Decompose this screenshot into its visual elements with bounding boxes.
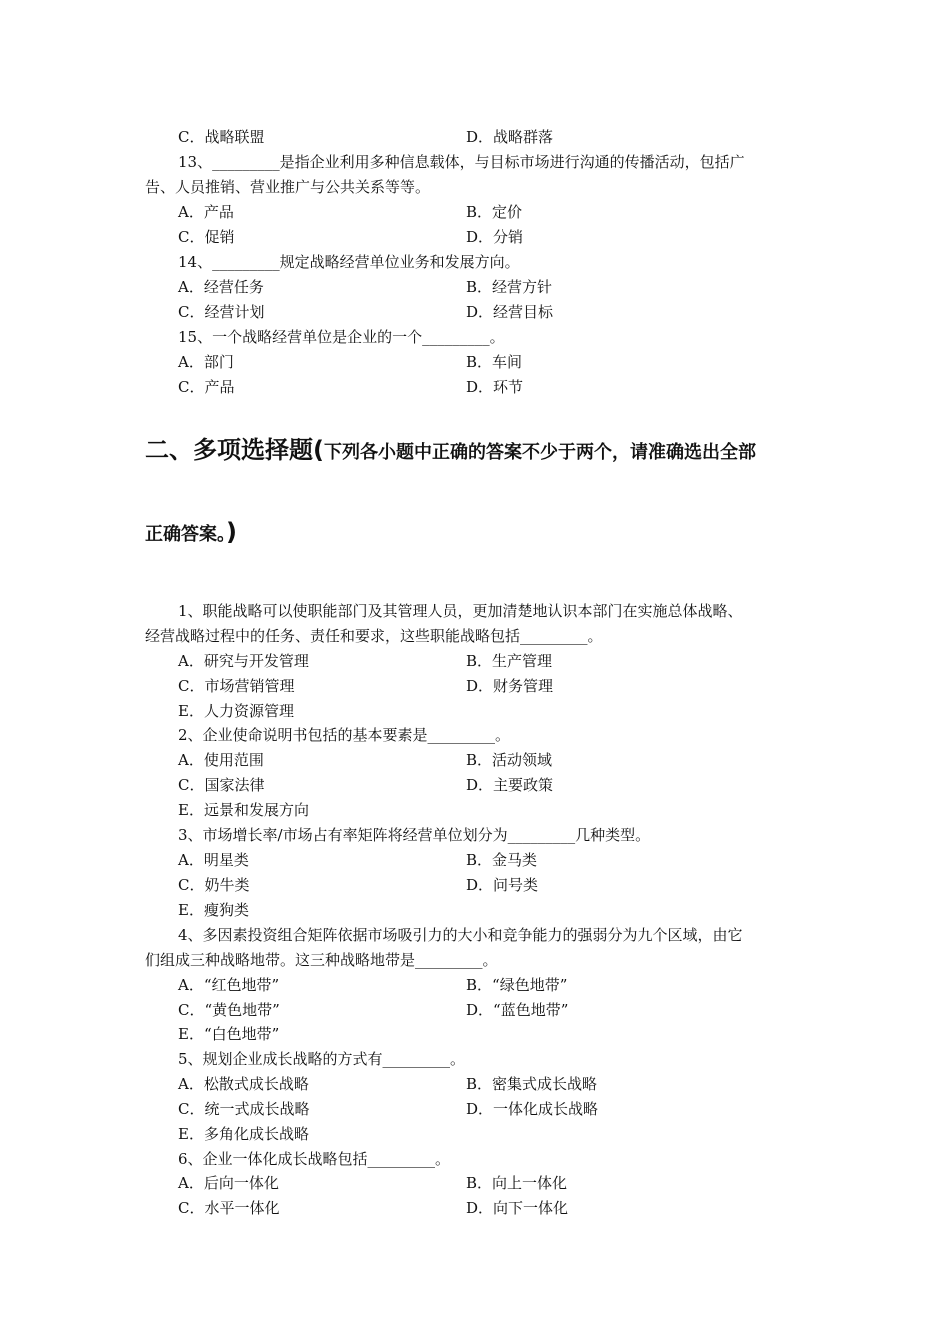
m3-option-d: D．问号类: [466, 876, 539, 894]
m3-option-c: C．奶牛类: [178, 876, 250, 894]
section-paren-open: (: [313, 436, 324, 464]
section-note: 下列各小题中正确的答案不少于两个，请准确选出全部: [323, 442, 756, 463]
m4-option-b: B．“绿色地带”: [466, 976, 568, 994]
section-title: 二、多项选择题: [145, 436, 313, 464]
m3-option-e: E．瘦狗类: [178, 901, 249, 919]
q15-stem: 15、一个战略经营单位是企业的一个_________。: [178, 328, 505, 346]
m4-option-a: A．“红色地带”: [178, 976, 280, 994]
m1-option-b: B．生产管理: [466, 652, 553, 670]
m5-option-d: D．一体化成长战略: [466, 1100, 599, 1118]
q13-option-d: D．分销: [466, 228, 524, 246]
m4-option-e: E．“白色地带”: [178, 1025, 280, 1043]
q13-option-a: A．产品: [178, 203, 234, 221]
m4-stem-line2: 们组成三种战略地带。这三种战略地带是_________。: [145, 951, 498, 969]
m1-option-d: D．财务管理: [466, 677, 554, 695]
m3-option-a: A．明星类: [178, 851, 249, 869]
q12-option-d: D．战略群落: [466, 128, 554, 146]
m5-option-b: B．密集式成长战略: [466, 1075, 598, 1093]
m5-stem: 5、规划企业成长战略的方式有_________。: [178, 1050, 466, 1068]
q15-option-c: C．产品: [178, 378, 235, 396]
q14-option-a: A．经营任务: [178, 278, 264, 296]
q15-option-d: D．环节: [466, 378, 524, 396]
m3-stem: 3、市场增长率/市场占有率矩阵将经营单位划分为_________几种类型。: [178, 826, 651, 844]
q13-stem-line2: 告、人员推销、营业推广与公共关系等等。: [145, 178, 431, 196]
m6-option-c: C．水平一体化: [178, 1199, 280, 1217]
q15-option-b: B．车间: [466, 353, 523, 371]
m5-option-c: C．统一式成长战略: [178, 1100, 310, 1118]
q14-option-b: B．经营方针: [466, 278, 553, 296]
q12-option-c: C．战略联盟: [178, 128, 265, 146]
m2-stem: 2、企业使命说明书包括的基本要素是_________。: [178, 726, 511, 744]
m2-option-e: E．远景和发展方向: [178, 801, 309, 819]
m4-option-c: C．“黄色地带”: [178, 1001, 280, 1019]
m5-option-e: E．多角化成长战略: [178, 1125, 309, 1143]
m2-option-d: D．主要政策: [466, 776, 554, 794]
section-paren-close: ): [226, 518, 237, 546]
q14-option-d: D．经营目标: [466, 303, 554, 321]
section-heading: [145, 430, 756, 465]
m1-option-a: A．研究与开发管理: [178, 652, 309, 670]
m1-stem-line1: 1、职能战略可以使职能部门及其管理人员，更加清楚地认识本部门在实施总体战略、: [178, 602, 743, 620]
m2-option-b: B．活动领域: [466, 751, 553, 769]
m6-option-d: D．向下一体化: [466, 1199, 569, 1217]
m6-stem: 6、企业一体化成长战略包括_________。: [178, 1150, 451, 1168]
section-note-line2: 正确答案。: [145, 524, 226, 545]
q13-option-b: B．定价: [466, 203, 523, 221]
m1-stem-line2: 经营战略过程中的任务、责任和要求，这些职能战略包括_________。: [145, 627, 603, 645]
q13-stem-line1: 13、_________是指企业利用多种信息载体，与目标市场进行沟通的传播活动，包括广: [178, 153, 745, 171]
m1-option-e: E．人力资源管理: [178, 702, 294, 720]
section-heading-line2: [145, 518, 237, 546]
m2-option-a: A．使用范围: [178, 751, 264, 769]
q15-option-a: A．部门: [178, 353, 234, 371]
m4-option-d: D．“蓝色地带”: [466, 1001, 569, 1019]
q14-stem: 14、_________规定战略经营单位业务和发展方向。: [178, 253, 520, 271]
m6-option-b: B．向上一体化: [466, 1174, 568, 1192]
m1-option-c: C．市场营销管理: [178, 677, 295, 695]
m2-option-c: C．国家法律: [178, 776, 265, 794]
m4-stem-line1: 4、多因素投资组合矩阵依据市场吸引力的大小和竞争能力的强弱分为九个区域，由它: [178, 926, 743, 944]
m5-option-a: A．松散式成长战略: [178, 1075, 309, 1093]
q13-option-c: C．促销: [178, 228, 235, 246]
q14-option-c: C．经营计划: [178, 303, 265, 321]
m6-option-a: A．后向一体化: [178, 1174, 279, 1192]
m3-option-b: B．金马类: [466, 851, 538, 869]
